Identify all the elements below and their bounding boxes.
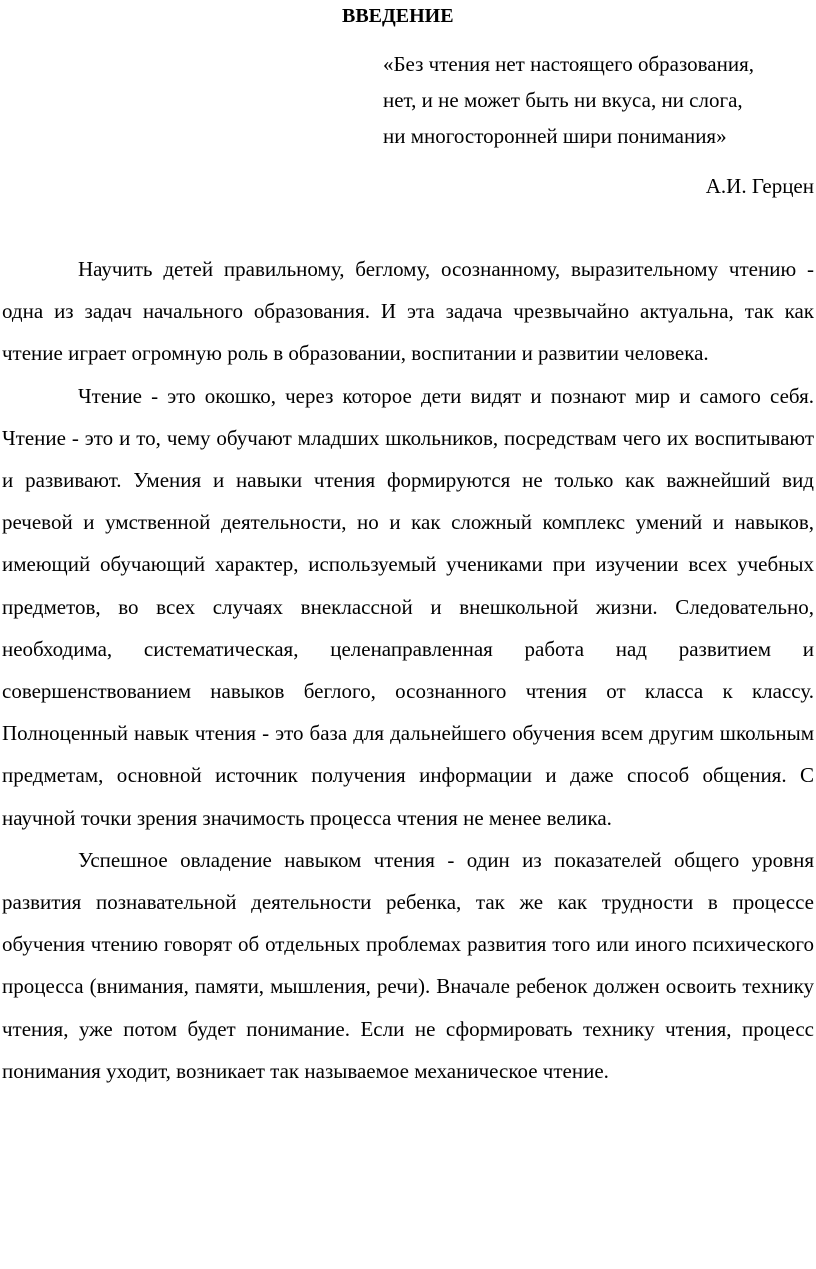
body-text [2,248,814,1092]
epigraph-line-3: ни многосторонней шири понимания» [383,124,727,148]
paragraph-3: Успешное овладение навыком чтения - один из показателей общего уровня развития познавательной деятельности ребенка, так же как трудности в процессе обучения чтению говорят об отдельных проблемах развития того или иного психического процесса (внимания, памяти, мышления, речи). Вначале ребенок должен освоить технику чтения, уже потом будет понимание. Если не сформировать технику чтения, процесс понимания уходит, возникает так называемое механическое чтение. [2,847,814,1083]
paragraph-1: Научить детей правильному, беглому, осознанному, выразительному чтению - одна из задач начального образования. И эта задача чрезвычайно актуальна, так как чтение играет огромную роль в образовании, воспитании и развитии человека. [2,257,814,366]
epigraph-line-2: нет, и не может быть ни вкуса, ни слога, [383,88,743,112]
paragraph-2: Чтение - это окошко, через которое дети видят и познают мир и самого себя. Чтение - это и то, чему обучают младших школьников, посредствам чего их воспитывают и развивают. Умения и навыки чтения формируются не только как важнейший вид речевой и умственной деятельности, но и как сложный комплекс умений и навыков, имеющий обучающий характер, используемый учениками при изучении всех учебных предметов, во всех случаях внеклассной и внешкольной жизни. Следовательно, необходима, систематическая, целенаправленная работа над развитием и совершенствованием навыков беглого, осознанного чтения от класса к классу. Полноценный навык чтения - это база для дальнейшего обучения всем другим школьным предметам, основной источник получения информации и даже способ общения. С научной точки зрения значимость процесса чтения не менее велика. [2,383,814,830]
epigraph [383,46,816,154]
page-title: ВВЕДЕНИЕ [342,5,454,27]
epigraph-author: А.И. Герцен [705,174,814,198]
epigraph-line-1: «Без чтения нет настоящего образования, [383,52,755,76]
